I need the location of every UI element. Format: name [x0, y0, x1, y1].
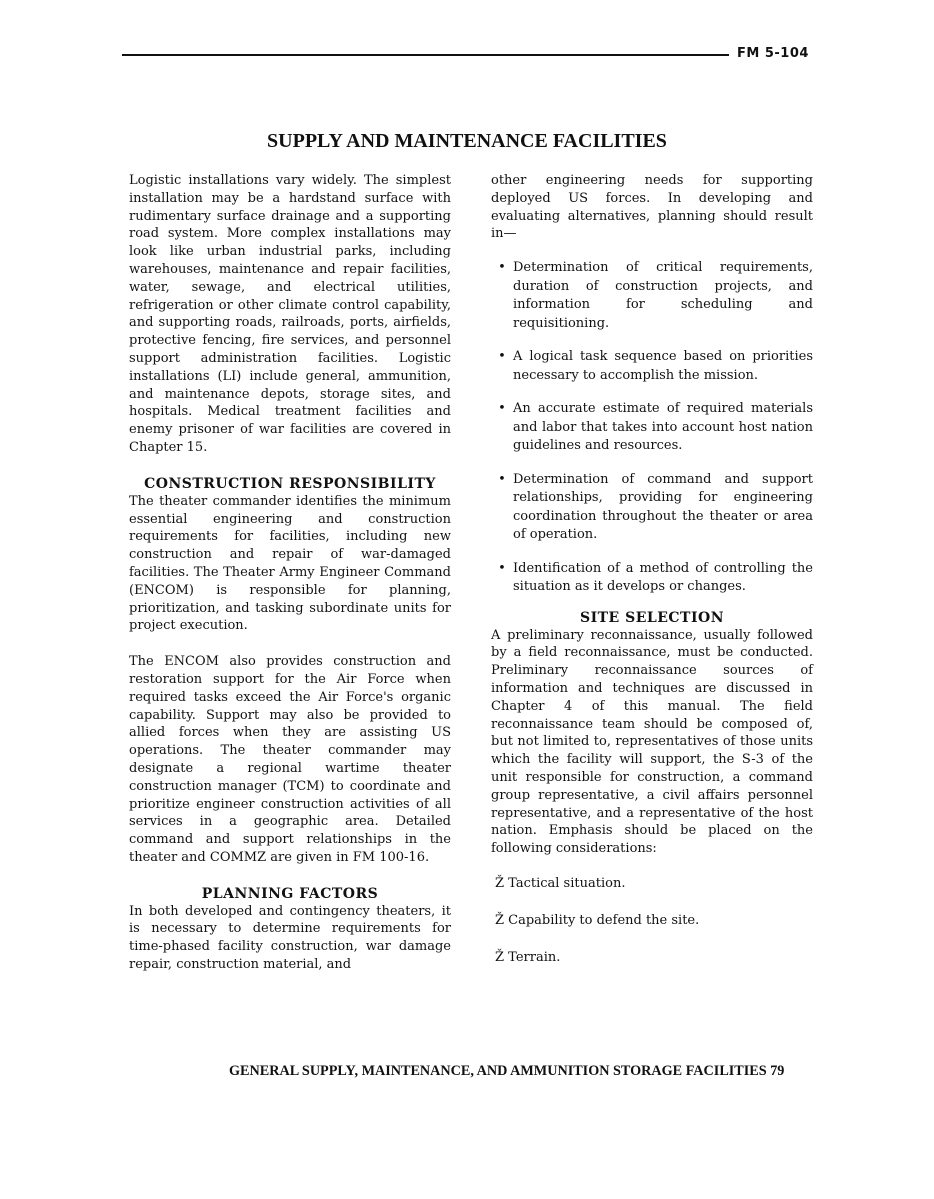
bullet-item: [491, 259, 813, 333]
planning-heading: PLANNING FACTORS: [201, 885, 379, 902]
bullet-text: Identification of a method of controlling the situation as it develops or changes.: [513, 560, 813, 595]
page-number: 79: [770, 1063, 785, 1079]
consideration-item: Ž Terrain.: [495, 950, 561, 966]
left-column: [129, 172, 451, 974]
bullet-item: [491, 400, 813, 456]
manual-id: FM 5-104: [737, 46, 809, 61]
header-rule: [122, 54, 729, 56]
site-selection-heading: SITE SELECTION: [579, 609, 725, 626]
consideration-item: Ž Tactical situation.: [495, 876, 626, 892]
intro-paragraph: Logistic installations vary widely. The simplest installation may be a hardstand surface with rudimentary surface drainage and a supporting road system. More complex installations may look like urban industrial parks, including warehouses, maintenance and repair facilities, water, sewage, and electrical utilities, refrigeration or other climate control capability, and supporting roads, railroads, ports, airfields, protective fencing, fire services, and personnel support administration facilities. Logistic installations (LI) include general, ammunition, and maintenance depots, storage sites, and hospitals. Medical treatment facilities and enemy prisoner of war facilities are covered in Chapter 15.: [129, 173, 451, 455]
page-footer: [229, 1063, 813, 1080]
planning-continued-paragraph: other engineering needs for supporting deployed US forces. In developing and evaluating alternatives, planning should result in—: [491, 173, 813, 242]
bullet-marker: •: [498, 401, 506, 417]
bullet-text: A logical task sequence based on priorities necessary to accomplish the mission.: [513, 349, 813, 383]
construction-heading: CONSTRUCTION RESPONSIBILITY: [144, 475, 436, 492]
bullet-marker: •: [498, 349, 506, 365]
bullet-item: [491, 560, 813, 597]
bullet-marker: •: [498, 560, 506, 576]
bullet-marker: •: [498, 471, 506, 487]
bullet-text: Determination of critical requirements, duration of construction projects, and information for scheduling and requisitioning.: [513, 260, 813, 331]
page-title: SUPPLY AND MAINTENANCE FACILITIES: [267, 130, 667, 152]
bullet-text: Determination of command and support relationships, providing for engineering coordination throughout the theater or area of operation.: [513, 471, 813, 543]
bullet-item: [491, 348, 813, 385]
right-column: [491, 172, 813, 967]
construction-paragraph-2: The ENCOM also provides construction and restoration support for the Air Force when required tasks exceed the Air Force's organic capability. Support may also be provided to allied forces when they are assisting US operations. The theater commander may designate a regional wartime theater construction manager (TCM) to coordinate and prioritize engineer construction activities of all services in a geographic area. Detailed command and support relationships in the theater and COMMZ are given in FM 100-16.: [129, 654, 451, 865]
footer-chapter-title: GENERAL SUPPLY, MAINTENANCE, AND AMMUNITION STORAGE FACILITIES: [229, 1063, 767, 1079]
consideration-item: Ž Capability to defend the site.: [495, 913, 700, 929]
bullet-text: An accurate estimate of required materials and labor that takes into account host nation guidelines and resources.: [513, 401, 813, 454]
planning-paragraph: In both developed and contingency theaters, it is necessary to determine requirements for time-phased facility construction, war damage repair, construction material, and: [129, 903, 451, 973]
site-selection-paragraph: A preliminary reconnaissance, usually followed by a field reconnaissance, must be conducted. Preliminary reconnaissance sources of information and techniques are discussed in Chapter 4 of this manual. The field reconnaissance team should be composed of, but not limited to, representatives of those units which the facility will support, the S-3 of the unit responsible for construction, a command group representative, a civil affairs personnel representative, and a representative of the host nation. Emphasis should be placed on the following considerations:: [491, 627, 813, 857]
bullet-item: [491, 471, 813, 545]
bullet-marker: •: [498, 260, 506, 276]
construction-paragraph-1: The theater commander identifies the minimum essential engineering and construction requirements for facilities, including new construction and repair of war-damaged facilities. The Theater Army Engineer Command (ENCOM) is responsible for planning, prioritization, and tasking subordinate units for project execution.: [129, 493, 451, 634]
